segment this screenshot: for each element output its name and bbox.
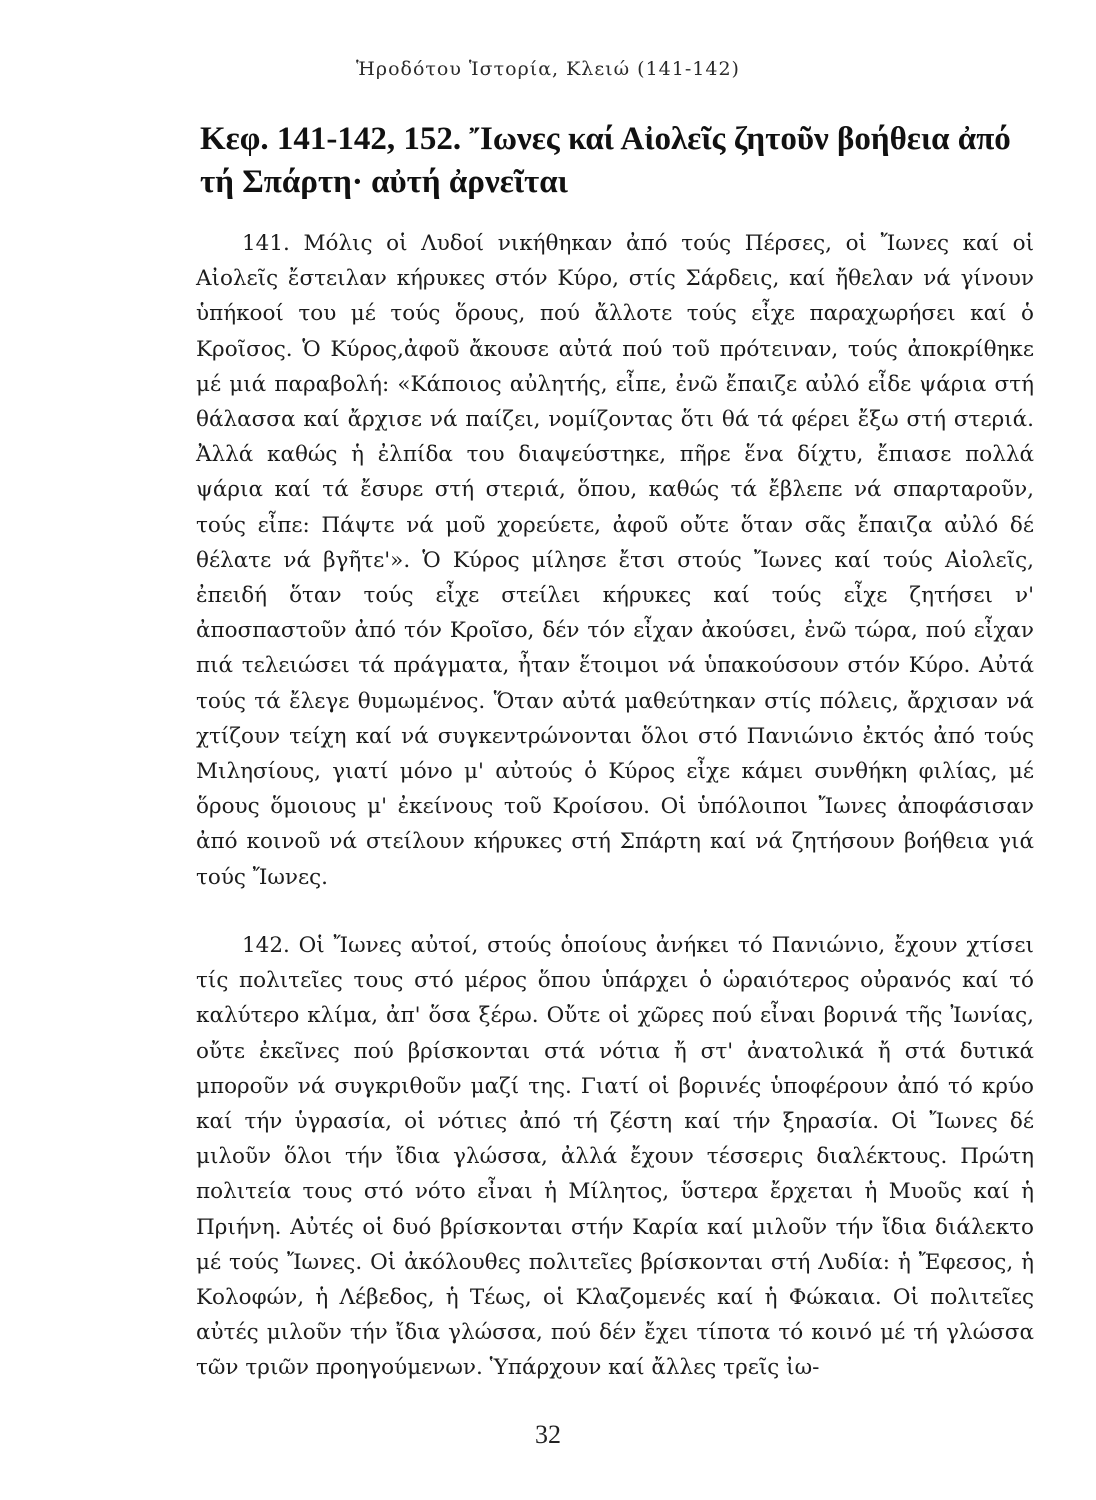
page-number: 32 xyxy=(535,1420,561,1449)
chapter-title: Κεφ. 141-142, 152. Ἴωνες καί Αἰολεῖς ζητοῦν βοήθεια ἀπό τή Σπάρτη· αὐτή ἀρνεῖται xyxy=(200,121,1011,200)
paragraph-141: 141. Μόλις οἱ Λυδοί νικήθηκαν ἀπό τούς Πέρσες, οἱ Ἴωνες καί οἱ Αἰολεῖς ἔστειλαν κήρυκες στόν Κύρο, στίς Σάρδεις, καί ἤθελαν νά γίνουν ὑπήκοοί του μέ τούς ὅρους, πού ἄλλοτε τούς εἶχε παραχωρήσει καί ὁ Κροῖσος. Ὁ Κύρος,ἀφοῦ ἄκουσε αὐτά πού τοῦ πρότειναν, τούς ἀποκρίθηκε μέ μιά παραβολή: «Κάποιος αὐλητής, εἶπε, ἐνῶ ἔπαιζε αὐλό εἶδε ψάρια στή θάλασσα καί ἄρχισε νά παίζει, νομίζοντας ὅτι θά τά φέρει ἔξω στή στεριά. Ἀλλά καθώς ἡ ἐλπίδα του διαψεύστηκε, πῆρε ἕνα δίχτυ, ἔπιασε πολλά ψάρια καί τά ἔσυρε στή στεριά, ὅπου, καθώς τά ἔβλεπε νά σπαρταροῦν, τούς εἶπε: Πάψτε νά μοῦ χορεύετε, ἀφοῦ οὔτε ὅταν σᾶς ἔπαιζα αὐλό δέ θέλατε νά βγῆτε'». Ὁ Κύρος μίλησε ἔτσι στούς Ἴωνες καί τούς Αἰολεῖς, ἐπειδή ὅταν τούς εἶχε στείλει κήρυκες καί τούς εἶχε ζητήσει ν' ἀποσπαστοῦν ἀπό τόν Κροῖσο, δέν τόν εἶχαν ἀκούσει, ἐνῶ τώρα, πού εἶχαν πιά τελειώσει τά πράγματα, ἦταν ἕτοιμοι νά ὑπακούσουν στόν Κύρο. Αὐτά τούς τά ἔλεγε θυμωμένος. Ὅταν αὐτά μαθεύτηκαν στίς πόλεις, ἄρχισαν νά χτίζουν τείχη καί νά συγκεντρώνονται ὅλοι στό Πανιώνιο ἐκτός ἀπό τούς Μιλησίους, γιατί μόνο μ' αὐτούς ὁ Κύρος εἶχε κάμει συνθήκη φιλίας, μέ ὅρους ὅμοιους μ' ἐκείνους τοῦ Κροίσου. Οἱ ὑπόλοιποι Ἴωνες ἀποφάσισαν ἀπό κοινοῦ νά στείλουν κήρυκες στή Σπάρτη καί νά ζητήσουν βοήθεια γιά τούς Ἴωνες. xyxy=(196,231,1034,890)
running-head: Ἡροδότου Ἱστορία, Κλειώ (141-142) xyxy=(356,58,740,80)
paragraph-142: 142. Οἱ Ἴωνες αὐτοί, στούς ὁποίους ἀνήκει τό Πανιώνιο, ἔχουν χτίσει τίς πολιτεῖες τους στό μέρος ὅπου ὑπάρχει ὁ ὡραιότερος οὐρανός καί τό καλύτερο κλίμα, ἀπ' ὅσα ξέρω. Οὔτε οἱ χῶρες πού εἶναι βορινά τῆς Ἰωνίας, οὔτε ἐκεῖνες πού βρίσκονται στά νότια ἤ στ' ἀνατολικά ἤ στά δυτικά μποροῦν νά συγκριθοῦν μαζί της. Γιατί οἱ βορινές ὑποφέρουν ἀπό τό κρύο καί τήν ὑγρασία, οἱ νότιες ἀπό τή ζέστη καί τήν ξηρασία. Οἱ Ἴωνες δέ μιλοῦν ὅλοι τήν ἴδια γλώσσα, ἀλλά ἔχουν τέσσερις διαλέκτους. Πρώτη πολιτεία τους στό νότο εἶναι ἡ Μίλητος, ὕστερα ἔρχεται ἡ Μυοῦς καί ἡ Πριήνη. Αὐτές οἱ δυό βρίσκονται στήν Καρία καί μιλοῦν τήν ἴδια διάλεκτο μέ τούς Ἴωνες. Οἱ ἀκόλουθες πολιτεῖες βρίσκονται στή Λυδία: ἡ Ἔφεσος, ἡ Κολοφών, ἡ Λέβεδος, ἡ Τέως, οἱ Κλαζομενές καί ἡ Φώκαια. Οἱ πολιτεῖες αὐτές μιλοῦν τήν ἴδια γλώσσα, πού δέν ἔχει τίποτα τό κοινό μέ τή γλώσσα τῶν τριῶν προηγούμενων. Ὑπάρχουν καί ἄλλες τρεῖς ἰω- xyxy=(196,933,1034,1381)
